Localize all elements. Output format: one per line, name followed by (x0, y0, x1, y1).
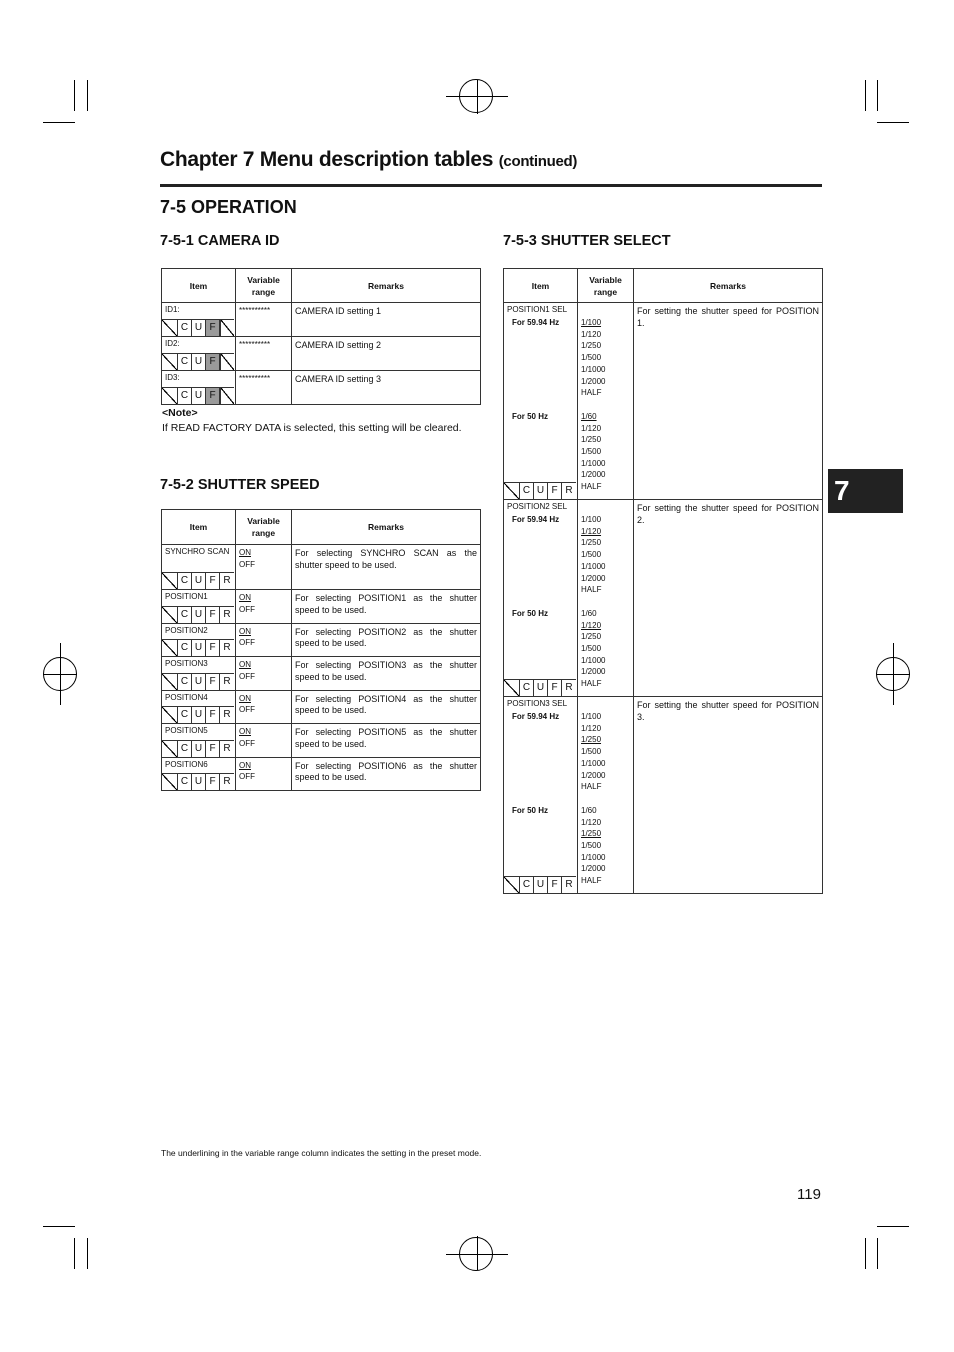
item-name: POSITION2 SEL (507, 502, 568, 511)
remarks-cell: For selecting POSITION5 as the shutter speed to be used. (292, 724, 481, 758)
table-row (504, 303, 823, 500)
range-cell (236, 337, 292, 371)
range-on: ON (239, 548, 251, 557)
range-value: ********** (239, 340, 271, 349)
remarks-cell: For selecting SYNCHRO SCAN as the shutter speed to be used. (292, 545, 481, 590)
table-row (162, 724, 481, 758)
access-level-indicator (162, 353, 234, 370)
table-row (162, 545, 481, 590)
range-cell (236, 724, 292, 758)
range-spacer (581, 596, 630, 608)
note-text: If READ FACTORY DATA is selected, this setting will be cleared. (162, 422, 462, 434)
remarks-cell: CAMERA ID setting 2 (292, 337, 481, 371)
slash-icon (220, 388, 234, 404)
item-cell (162, 690, 236, 724)
slash-icon (162, 607, 178, 623)
access-level-indicator (162, 740, 234, 757)
access-level-cell: C (178, 707, 192, 723)
access-level-indicator (162, 639, 234, 656)
access-level-cell: U (192, 388, 206, 404)
range-value-50hz: HALF (581, 876, 602, 886)
range-on: ON (239, 593, 251, 602)
range-off: OFF (239, 705, 255, 715)
slash-icon (162, 674, 178, 690)
access-level-cell: R (223, 675, 231, 687)
remarks-cell: For setting the shutter speed for POSITION 2. (634, 500, 823, 697)
access-level-cell: C (520, 877, 534, 893)
access-level-indicator (504, 876, 576, 893)
remarks-cell: CAMERA ID setting 3 (292, 371, 481, 405)
range-cell (236, 303, 292, 337)
item-name: POSITION5 (165, 726, 208, 735)
access-level-indicator (162, 773, 234, 790)
access-level-indicator (162, 673, 234, 690)
range-value-60hz: 1/250 (581, 538, 602, 548)
range-off: OFF (239, 738, 255, 748)
item-name: POSITION6 (165, 759, 208, 769)
slash-icon (162, 741, 178, 757)
item-cell (162, 303, 236, 337)
access-level-cell: F (206, 707, 220, 723)
range-value-60hz: 1/2000 (581, 376, 606, 386)
access-level-cell: R (223, 575, 231, 586)
access-level-cell: C (520, 680, 534, 696)
sub-label-60hz: For 59.94 Hz (512, 712, 560, 721)
range-value-60hz: 1/500 (581, 353, 602, 363)
access-level-indicator (162, 606, 234, 623)
access-level-cell: U (534, 483, 548, 499)
shutter-select-table (503, 268, 823, 894)
range-value-60hz: 1/1000 (581, 561, 606, 571)
range-value-50hz: 1/60 (581, 411, 597, 421)
access-level-cell: F (206, 640, 220, 656)
range-on: ON (239, 626, 251, 636)
item-cell (162, 657, 236, 691)
slash-icon (162, 320, 178, 336)
range-on: ON (239, 727, 251, 736)
table-row (504, 500, 823, 697)
item-cell (504, 500, 578, 697)
slash-icon (162, 573, 178, 589)
shutter-speed-title: 7-5-2 SHUTTER SPEED (160, 477, 320, 493)
range-value-60hz: 1/250 (581, 341, 602, 351)
section-title: 7-5 OPERATION (160, 197, 297, 217)
slash-icon (504, 680, 520, 696)
access-level-cell: R (565, 485, 573, 496)
slash-icon (162, 354, 178, 370)
range-value-50hz: 1/60 (581, 608, 597, 618)
chapter-side-tab: 7 (828, 469, 903, 513)
access-level-cell: C (178, 320, 192, 336)
table-row (162, 690, 481, 724)
remarks-cell: CAMERA ID setting 1 (292, 303, 481, 337)
range-value-60hz: 1/120 (581, 723, 602, 733)
range-value-50hz: 1/250 (581, 632, 602, 642)
range-value-50hz: 1/60 (581, 805, 597, 815)
item-name: POSITION1 (165, 592, 208, 601)
range-value-60hz: 1/1000 (581, 364, 606, 374)
access-level-cell: U (192, 320, 206, 336)
access-level-indicator (162, 572, 234, 589)
access-level-indicator (162, 387, 234, 404)
access-level-indicator (504, 679, 576, 696)
range-value-60hz: 1/100 (581, 515, 602, 524)
continued-label: (continued) (498, 153, 578, 170)
item-cell (504, 303, 578, 500)
range-cell (578, 500, 634, 697)
remarks-cell: For setting the shutter speed for POSITION 1. (634, 303, 823, 500)
range-value-50hz: 1/500 (581, 447, 602, 457)
header-item: Item (162, 510, 236, 545)
access-level-cell: U (192, 774, 206, 790)
access-level-indicator (162, 319, 234, 336)
table-row (162, 337, 481, 371)
item-cell (162, 590, 236, 624)
range-cell (236, 623, 292, 657)
range-value-50hz: 1/120 (581, 817, 602, 827)
table-row (162, 371, 481, 405)
slash-icon (220, 320, 234, 336)
access-level-cell: U (192, 354, 206, 370)
sub-label-60hz: For 59.94 Hz (512, 515, 560, 524)
range-cell (236, 657, 292, 691)
item-cell (162, 757, 236, 791)
access-level-cell: R (565, 879, 573, 890)
range-value-50hz: 1/2000 (581, 470, 606, 480)
access-level-cell: U (192, 573, 206, 589)
access-level-cell: U (192, 640, 206, 656)
access-level-cell: F (206, 388, 220, 404)
access-level-cell: F (206, 607, 220, 623)
item-cell (162, 337, 236, 371)
range-value-50hz: 1/120 (581, 620, 602, 630)
access-level-cell: C (520, 483, 534, 499)
sub-label-50hz: For 50 Hz (512, 806, 549, 815)
header-variable-range: Variable range (578, 269, 634, 303)
slash-icon (220, 354, 234, 370)
page-number: 119 (797, 1186, 821, 1203)
item-name: POSITION2 (165, 625, 208, 635)
access-level-cell: F (206, 320, 220, 336)
range-value: ********** (239, 306, 271, 315)
range-value-60hz: 1/500 (581, 747, 602, 757)
range-value-60hz: 1/120 (581, 526, 602, 536)
range-on: ON (239, 660, 251, 669)
access-level-cell: R (223, 742, 231, 754)
range-value-50hz: 1/2000 (581, 864, 606, 874)
range-value-50hz: 1/1000 (581, 852, 606, 862)
range-value-50hz: 1/500 (581, 644, 602, 654)
range-value: ********** (239, 374, 271, 383)
range-on: ON (239, 760, 251, 770)
table-row (504, 697, 823, 894)
range-spacer (581, 399, 630, 411)
range-off: OFF (239, 604, 255, 614)
slash-icon (504, 483, 520, 499)
range-value-60hz: 1/2000 (581, 573, 606, 583)
camera-id-title: 7-5-1 CAMERA ID (160, 233, 280, 249)
item-cell (162, 623, 236, 657)
camera-id-table (161, 268, 481, 405)
range-cell (236, 757, 292, 791)
range-value-50hz: 1/1000 (581, 458, 606, 468)
item-name: POSITION3 (165, 659, 208, 668)
header-remarks: Remarks (292, 269, 481, 303)
access-level-cell: U (192, 707, 206, 723)
access-level-cell: U (534, 877, 548, 893)
range-value-50hz: HALF (581, 482, 602, 492)
slash-icon (162, 774, 178, 790)
header-item: Item (162, 269, 236, 303)
slash-icon (162, 707, 178, 723)
sub-label-60hz: For 59.94 Hz (512, 318, 560, 327)
range-cell (236, 545, 292, 590)
item-name: POSITION4 (165, 692, 208, 702)
access-level-cell: U (192, 741, 206, 757)
range-value-50hz: 1/500 (581, 841, 602, 851)
header-remarks: Remarks (634, 269, 823, 303)
access-level-cell: F (548, 483, 562, 499)
access-level-cell: U (192, 674, 206, 690)
item-cell (162, 545, 236, 590)
range-value-60hz: 1/100 (581, 318, 602, 327)
sub-label-50hz: For 50 Hz (512, 609, 549, 618)
header-variable-range: Variable range (236, 510, 292, 545)
item-name: POSITION1 SEL (507, 305, 568, 314)
shutter-speed-table (161, 509, 481, 791)
access-level-cell: R (223, 776, 231, 787)
footnote: The underlining in the variable range column indicates the setting in the preset mode. (161, 1148, 482, 1158)
access-level-cell: C (178, 607, 192, 623)
item-name: ID2: (165, 339, 180, 348)
access-level-cell: C (178, 354, 192, 370)
access-level-cell: C (178, 741, 192, 757)
range-cell (578, 697, 634, 894)
range-cell (236, 690, 292, 724)
shutter-select-title: 7-5-3 SHUTTER SELECT (503, 233, 671, 249)
item-name: SYNCHRO SCAN (165, 547, 230, 556)
table-row (162, 657, 481, 691)
table-row (162, 590, 481, 624)
range-value-50hz: 1/1000 (581, 655, 606, 665)
slash-icon (162, 640, 178, 656)
access-level-cell: R (565, 682, 573, 693)
access-level-cell: F (206, 354, 220, 370)
access-level-cell: C (178, 388, 192, 404)
item-name: ID1: (165, 305, 180, 314)
range-value-60hz: 1/2000 (581, 770, 606, 780)
header-remarks: Remarks (292, 510, 481, 545)
range-value-50hz: HALF (581, 679, 602, 689)
range-off: OFF (239, 671, 255, 681)
range-value-60hz: 1/120 (581, 329, 602, 339)
range-on: ON (239, 693, 251, 703)
range-cell (578, 303, 634, 500)
note-title: <Note> (162, 407, 198, 419)
range-value-60hz: HALF (581, 782, 602, 792)
range-value-60hz: HALF (581, 388, 602, 398)
remarks-cell: For setting the shutter speed for POSITION 3. (634, 697, 823, 894)
range-value-50hz: 1/120 (581, 423, 602, 433)
item-name: ID3: (165, 373, 180, 382)
access-level-cell: F (206, 741, 220, 757)
chapter-rule (160, 184, 822, 187)
sub-label-50hz: For 50 Hz (512, 412, 549, 421)
remarks-cell: For selecting POSITION4 as the shutter speed to be used. (292, 690, 481, 724)
remarks-cell: For selecting POSITION2 as the shutter speed to be used. (292, 623, 481, 657)
chapter-title: Chapter 7 Menu description tables (continued) (160, 148, 578, 171)
range-off: OFF (239, 638, 255, 648)
item-cell (162, 371, 236, 405)
range-spacer (581, 793, 630, 805)
slash-icon (504, 877, 520, 893)
table-row (162, 303, 481, 337)
access-level-cell: F (548, 877, 562, 893)
table-row (162, 623, 481, 657)
item-name: POSITION3 SEL (507, 699, 568, 708)
access-level-cell: F (206, 573, 220, 589)
range-value-50hz: 1/2000 (581, 667, 606, 677)
range-value-60hz: 1/1000 (581, 758, 606, 768)
access-level-indicator (162, 706, 234, 723)
access-level-cell: F (206, 674, 220, 690)
access-level-cell: F (206, 774, 220, 790)
access-level-cell: C (178, 674, 192, 690)
remarks-cell: For selecting POSITION1 as the shutter speed to be used. (292, 590, 481, 624)
item-cell (162, 724, 236, 758)
range-value-60hz: 1/500 (581, 550, 602, 560)
access-level-cell: C (178, 774, 192, 790)
range-off: OFF (239, 772, 255, 782)
range-off: OFF (239, 559, 255, 569)
range-value-50hz: 1/250 (581, 829, 602, 839)
access-level-cell: F (548, 680, 562, 696)
range-value-60hz: 1/100 (581, 712, 602, 721)
range-value-50hz: 1/250 (581, 435, 602, 445)
access-level-cell: U (192, 607, 206, 623)
range-value-60hz: 1/250 (581, 735, 602, 745)
access-level-cell: C (178, 640, 192, 656)
range-cell (236, 371, 292, 405)
range-cell (236, 590, 292, 624)
access-level-cell: U (534, 680, 548, 696)
remarks-cell: For selecting POSITION3 as the shutter speed to be used. (292, 657, 481, 691)
header-item: Item (504, 269, 578, 303)
remarks-cell: For selecting POSITION6 as the shutter speed to be used. (292, 757, 481, 791)
access-level-cell: R (223, 709, 231, 720)
slash-icon (162, 388, 178, 404)
table-row (162, 757, 481, 791)
access-level-indicator (504, 482, 576, 499)
item-cell (504, 697, 578, 894)
header-variable-range: Variable range (236, 269, 292, 303)
range-value-60hz: HALF (581, 585, 602, 595)
access-level-cell: R (223, 608, 231, 620)
access-level-cell: R (223, 642, 231, 653)
access-level-cell: C (178, 573, 192, 589)
